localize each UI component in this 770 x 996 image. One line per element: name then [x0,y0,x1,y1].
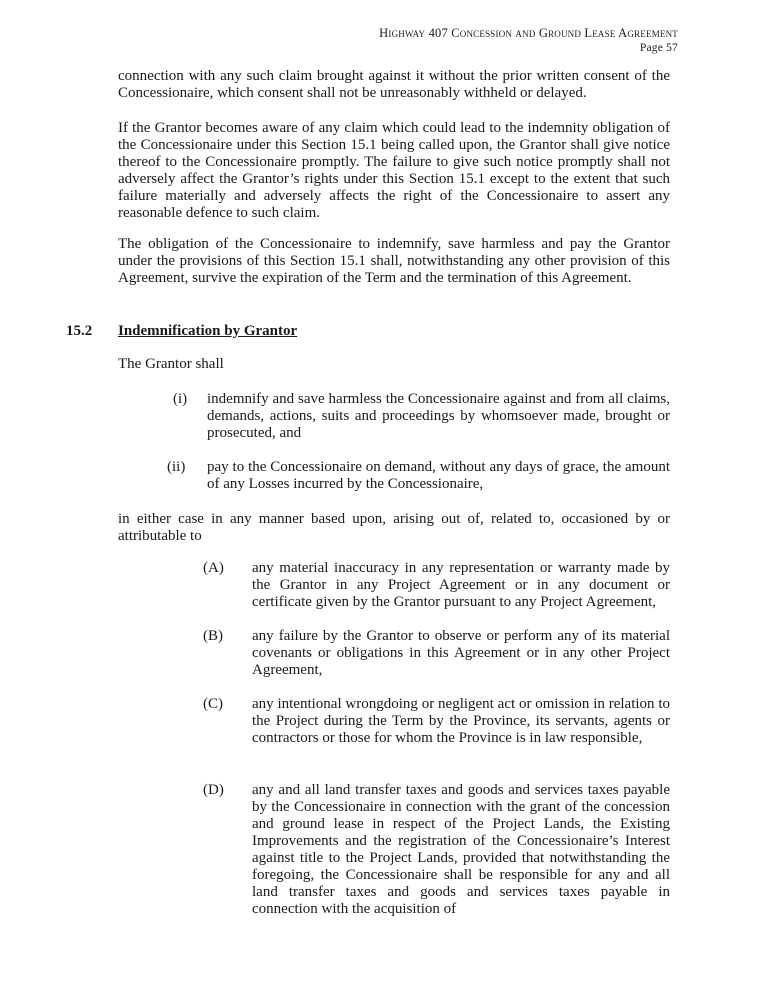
item-text-ii: pay to the Concessionaire on demand, without any days of grace, the amount of any Losses incurred by the Concessionaire, [207,459,670,492]
item-text-i: indemnify and save harmless the Concessionaire against and from all claims, demands, actions, suits and proceedings by whomsoever made, brought or prosecuted, and [207,391,670,441]
paragraph-survival: The obligation of the Concessionaire to indemnify, save harmless and pay the Grantor under the provisions of this Section 15.1 shall, notwithstanding any other provision of this Agreement, survive the expiration of the Term and the termination of this Agreement. [118,236,670,286]
page-header [379,26,678,56]
item-text-a: any material inaccuracy in any representation or warranty made by the Grantor in any Project Agreement or in any document or certificate given by the Grantor pursuant to any Project Agreement, [252,560,670,610]
paragraph-notice: If the Grantor becomes aware of any claim which could lead to the indemnity obligation of the Concessionaire under this Section 15.1 being called upon, the Grantor shall give notice thereof to the Concessionaire promptly. The failure to give such notice promptly shall not adversely affect the Grantor’s rights under this Section 15.1 except to the extent that such failure materially and adversely affects the right of the Concessionaire to assert any reasonable defence to such claim. [118,120,670,221]
page-number: Page 57 [639,42,678,54]
item-text-d: any and all land transfer taxes and goods and services taxes payable by the Concessionaire in connection with the grant of the concession and ground lease in respect of the Project Lands, the Existing Improvements and the registration of the Concessionaire’s Interest against title to the Project Lands, provided that notwithstanding the foregoing, the Concessionaire shall be responsible for any and all land transfer taxes and goods and services taxes payable in connection with the acquisition of [252,782,670,917]
paragraph-continuation: connection with any such claim brought against it without the prior written consent of the Concessionaire, which consent shall not be unreasonably withheld or delayed. [118,68,670,101]
item-label-a: (A) [203,560,224,576]
section-heading: Indemnification by Grantor [118,323,298,339]
item-label-i: (i) [173,391,188,407]
document-title: Highway 407 Concession and Ground Lease Agreement [379,26,678,40]
connector-paragraph: in either case in any manner based upon, arising out of, related to, occasioned by or attributable to [118,511,670,544]
intro-line: The Grantor shall [118,356,224,372]
item-label-ii: (ii) [167,459,186,475]
item-label-c: (C) [203,696,223,712]
section-number: 15.2 [66,323,93,339]
item-label-d: (D) [203,782,224,798]
item-text-b: any failure by the Grantor to observe or perform any of its material covenants or obligations in this Agreement or in any other Project Agreement, [252,628,670,678]
item-label-b: (B) [203,628,223,644]
item-text-c: any intentional wrongdoing or negligent act or omission in relation to the Project during the Term by the Province, its servants, agents or contractors or those for whom the Province is in law responsible, [252,696,670,746]
